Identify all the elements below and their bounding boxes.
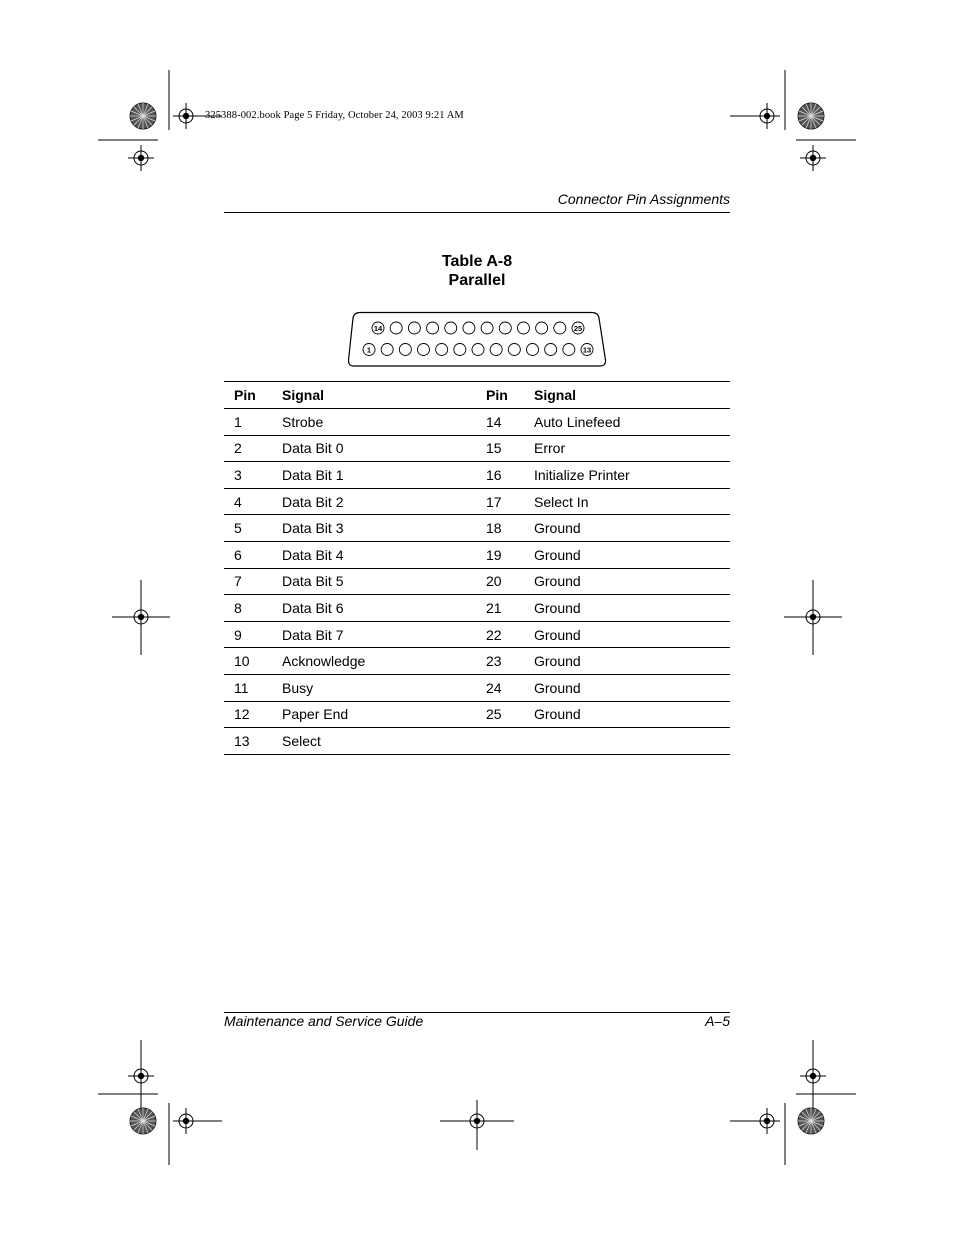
- pin-cell: 18: [486, 515, 534, 542]
- pin-cell: 9: [224, 621, 282, 648]
- bottom-pin-hole: [527, 344, 539, 356]
- pin-label-13: 13: [582, 345, 592, 355]
- signal-cell: Select: [282, 728, 486, 755]
- pin-cell: 17: [486, 488, 534, 515]
- top-pin-hole: [463, 322, 475, 334]
- signal-cell: Data Bit 2: [282, 488, 486, 515]
- top-pin-hole: [390, 322, 402, 334]
- table-row: [224, 648, 730, 675]
- signal-cell: Ground: [534, 568, 730, 595]
- signal-cell: Data Bit 5: [282, 568, 486, 595]
- running-head: Connector Pin Assignments: [557, 191, 730, 207]
- signal-cell: Select In: [534, 488, 730, 515]
- bottom-pin-row: [363, 344, 593, 356]
- signal-cell: Data Bit 1: [282, 462, 486, 489]
- top-pin-row: [372, 322, 584, 334]
- table-row: [224, 595, 730, 622]
- table-title: Parallel: [448, 272, 506, 289]
- page-number: A–5: [705, 1013, 730, 1029]
- bottom-pin-hole: [545, 344, 557, 356]
- table-row: [224, 568, 730, 595]
- bottom-pin-hole: [508, 344, 520, 356]
- bottom-pin-hole: [472, 344, 484, 356]
- signal-cell: Data Bit 6: [282, 595, 486, 622]
- pin-cell: 4: [224, 488, 282, 515]
- pin-cell: 21: [486, 595, 534, 622]
- db25-connector-diagram: [348, 311, 608, 369]
- pin-cell: 11: [224, 674, 282, 701]
- signal-cell: Ground: [534, 541, 730, 568]
- table-row: [224, 728, 730, 755]
- header-rule: [224, 212, 730, 213]
- table-row: [224, 674, 730, 701]
- signal-cell: Error: [534, 435, 730, 462]
- pin-cell: 1: [224, 409, 282, 436]
- pin-cell: 2: [224, 435, 282, 462]
- pin-cell: 10: [224, 648, 282, 675]
- table-row: [224, 701, 730, 728]
- table-number: Table A-8: [441, 253, 513, 270]
- table-row: [224, 462, 730, 489]
- pin-cell: 19: [486, 541, 534, 568]
- signal-cell: Data Bit 7: [282, 621, 486, 648]
- signal-cell: Ground: [534, 674, 730, 701]
- signal-cell: Acknowledge: [282, 648, 486, 675]
- bottom-pin-hole: [399, 344, 411, 356]
- signal-cell: [534, 728, 730, 755]
- top-pin-hole: [408, 322, 420, 334]
- signal-cell: Ground: [534, 515, 730, 542]
- bottom-pin-hole: [563, 344, 575, 356]
- pin-cell: 24: [486, 674, 534, 701]
- table-row: [224, 488, 730, 515]
- signal-cell: Ground: [534, 595, 730, 622]
- pin-cell: 13: [224, 728, 282, 755]
- top-pin-hole: [517, 322, 529, 334]
- table-row: [224, 409, 730, 436]
- bottom-pin-hole: [454, 344, 466, 356]
- column-header-pin: Pin: [224, 382, 282, 409]
- pin-label-14: 14: [373, 324, 383, 333]
- table-row: [224, 541, 730, 568]
- top-pin-hole: [481, 322, 493, 334]
- table-row: [224, 435, 730, 462]
- pin-cell: 3: [224, 462, 282, 489]
- signal-cell: Data Bit 4: [282, 541, 486, 568]
- connector-shell: [348, 313, 605, 367]
- pin-cell: 6: [224, 541, 282, 568]
- top-pin-hole: [536, 322, 548, 334]
- table-header-row: [224, 382, 730, 409]
- pin-cell: 12: [224, 701, 282, 728]
- table-row: [224, 515, 730, 542]
- table-row: [224, 621, 730, 648]
- signal-cell: Data Bit 3: [282, 515, 486, 542]
- bottom-pin-hole: [436, 344, 448, 356]
- pin-label-1: 1: [366, 345, 372, 355]
- pin-assignment-table: [224, 381, 730, 755]
- top-pin-hole: [554, 322, 566, 334]
- bottom-pin-hole: [418, 344, 430, 356]
- pin-cell: 16: [486, 462, 534, 489]
- column-header-pin: Pin: [486, 382, 534, 409]
- signal-cell: Initialize Printer: [534, 462, 730, 489]
- column-header-signal: Signal: [534, 382, 730, 409]
- signal-cell: Paper End: [282, 701, 486, 728]
- signal-cell: Strobe: [282, 409, 486, 436]
- signal-cell: Ground: [534, 621, 730, 648]
- pin-cell: [486, 728, 534, 755]
- pin-cell: 15: [486, 435, 534, 462]
- top-pin-hole: [499, 322, 511, 334]
- bottom-pin-hole: [381, 344, 393, 356]
- print-slug: 325388-002.book Page 5 Friday, October 24, 2003 9:21 AM: [205, 110, 464, 121]
- pin-cell: 8: [224, 595, 282, 622]
- top-pin-hole: [427, 322, 439, 334]
- pin-cell: 20: [486, 568, 534, 595]
- footer-guide-title: Maintenance and Service Guide: [224, 1013, 424, 1029]
- signal-cell: Data Bit 0: [282, 435, 486, 462]
- pin-cell: 22: [486, 621, 534, 648]
- pin-cell: 14: [486, 409, 534, 436]
- pin-cell: 7: [224, 568, 282, 595]
- column-header-signal: Signal: [282, 382, 486, 409]
- signal-cell: Ground: [534, 648, 730, 675]
- pin-label-25: 25: [573, 324, 583, 333]
- pin-cell: 5: [224, 515, 282, 542]
- signal-cell: Ground: [534, 701, 730, 728]
- signal-cell: Busy: [282, 674, 486, 701]
- top-pin-hole: [445, 322, 457, 334]
- bottom-pin-hole: [490, 344, 502, 356]
- pin-cell: 23: [486, 648, 534, 675]
- pin-cell: 25: [486, 701, 534, 728]
- signal-cell: Auto Linefeed: [534, 409, 730, 436]
